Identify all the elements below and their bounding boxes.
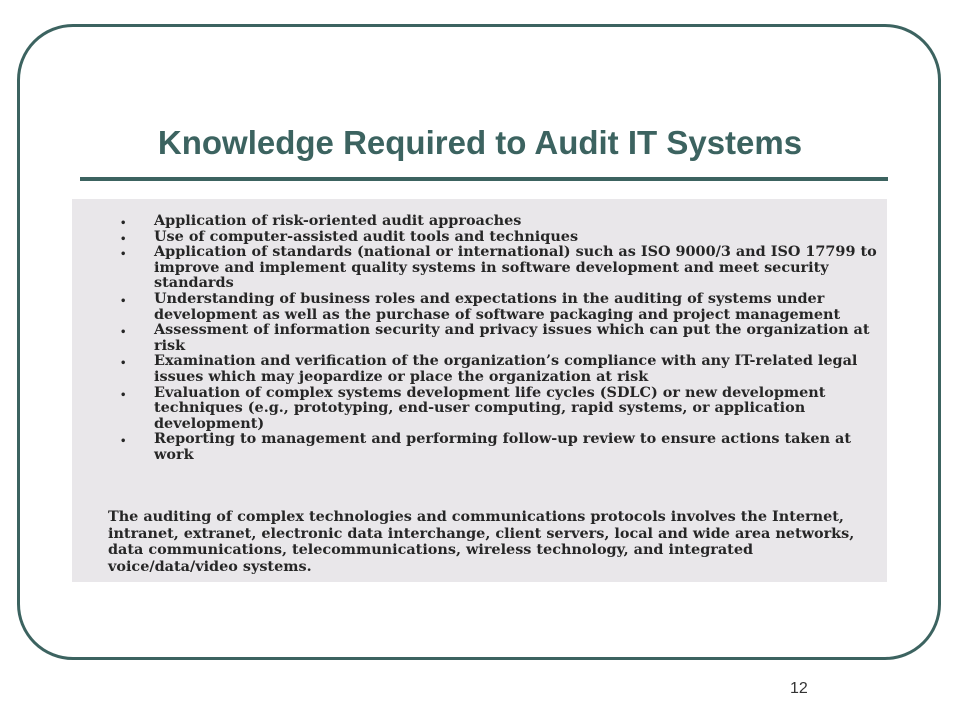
- bullet-text: Understanding of business roles and expectations in the auditing of systems under development as well as the purchase of software packaging and project management: [154, 289, 841, 323]
- bullet-text: Examination and verification of the organization’s compliance with any IT-related legal issues which may jeopardize or place the organization at risk: [154, 352, 858, 385]
- bullet-item: [120, 229, 882, 245]
- bullet-icon: •: [120, 218, 127, 229]
- page-number: 12: [790, 680, 808, 697]
- knowledge-bullet-list: [120, 213, 882, 463]
- bullet-item: [120, 322, 882, 353]
- bullet-text: Assessment of information security and privacy issues which can put the organization at risk: [154, 321, 870, 354]
- summary-paragraph: The auditing of complex technologies and communications protocols involves the Internet, intranet, extranet, electronic data interchange, client servers, local and wide area networks, data communications, telecommunications, wireless technology, and integrated voice/data/video systems.: [108, 508, 855, 575]
- bullet-icon: •: [120, 249, 127, 261]
- bullet-text: Application of standards (national or international) such as ISO 9000/3 and ISO 17799 to improve and implement quality systems in software development and meet security standards: [154, 243, 877, 292]
- bullet-item: [120, 385, 882, 432]
- bullet-text: Evaluation of complex systems development life cycles (SDLC) or new development techniques (e.g., prototyping, end-user computing, rapid systems, or application development): [154, 383, 826, 432]
- bullet-item: [120, 291, 882, 322]
- bullet-text: Use of computer-assisted audit tools and techniques: [154, 227, 579, 245]
- bullet-icon: •: [120, 436, 127, 448]
- bullet-item: [120, 431, 882, 462]
- bullet-icon: •: [120, 233, 127, 245]
- bullet-icon: •: [120, 389, 127, 401]
- bullet-icon: •: [120, 295, 127, 307]
- bullet-icon: •: [120, 358, 127, 370]
- bullet-icon: •: [120, 327, 127, 339]
- bullet-item: [120, 213, 882, 229]
- slide-title: Knowledge Required to Audit IT Systems: [157, 124, 803, 161]
- scanned-text-image: [72, 199, 887, 582]
- bullet-text: Reporting to management and performing follow-up review to ensure actions taken at work: [154, 430, 852, 463]
- title-underline: [80, 177, 888, 181]
- bullet-text: Application of risk-oriented audit approaches: [154, 212, 522, 229]
- bullet-item: [120, 353, 882, 384]
- bullet-item: [120, 244, 882, 291]
